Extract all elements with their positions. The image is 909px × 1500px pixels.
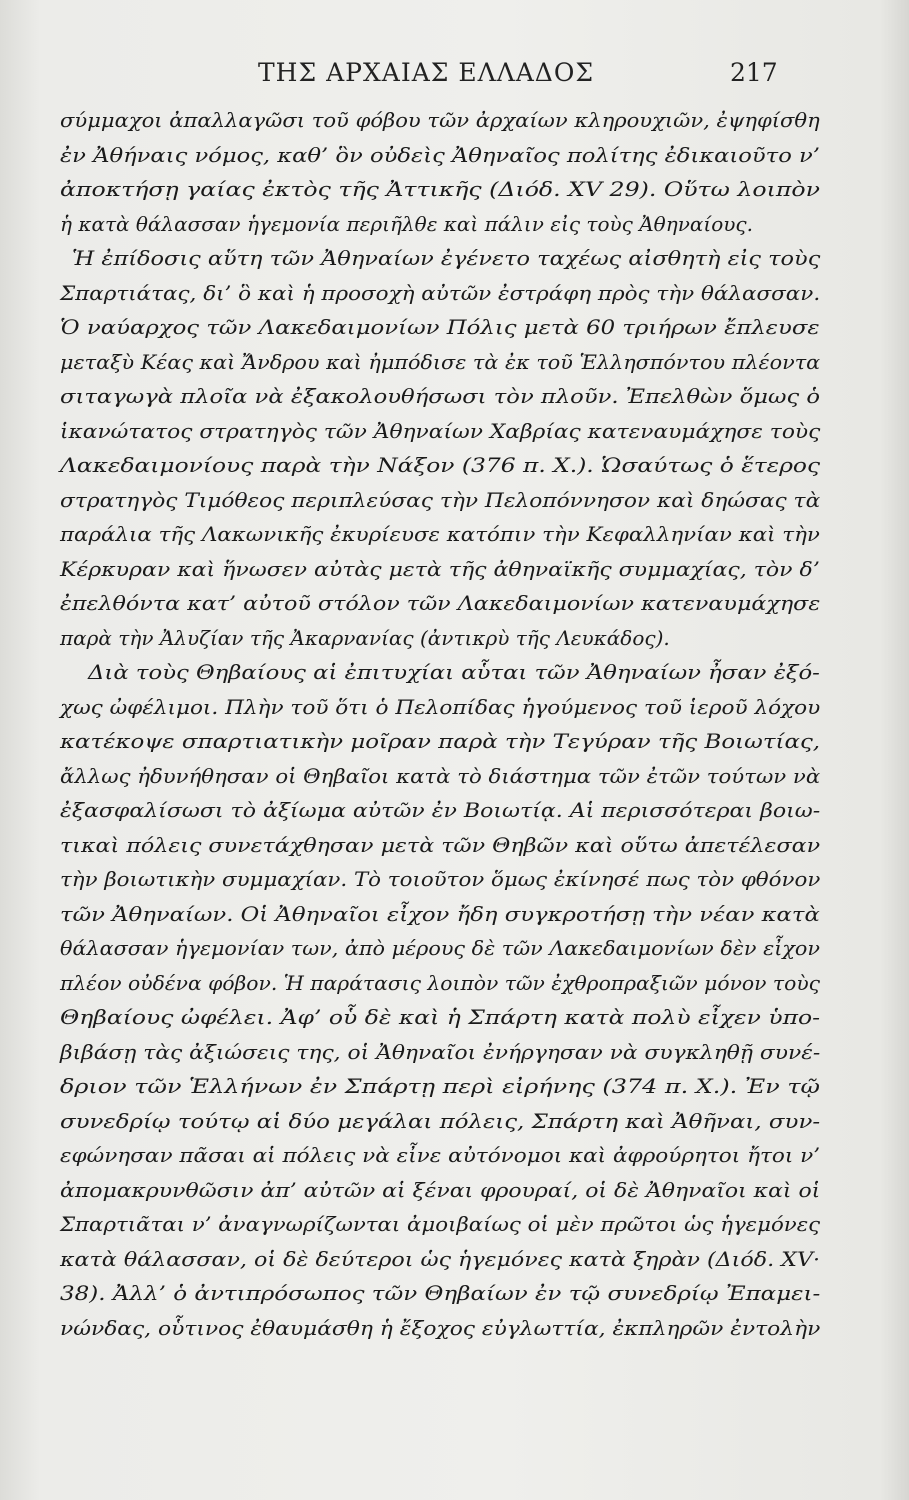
text-line: μεταξὺ Κέας καὶ Ἄνδρου καὶ ἠμπόδισε τὰ ἐκ τοῦ Ἑλλησπόντου πλέοντα bbox=[60, 349, 821, 374]
text-line: ἐξασφαλίσωσι τὸ ἀξίωμα αὐτῶν ἐν Βοιωτίᾳ. Αἱ περισσότεραι βοιω- bbox=[60, 798, 821, 822]
text-line: παράλια τῆς Λακωνικῆς ἐκυρίευσε κατόπιν τὴν Κεφαλληνίαν καὶ τὴν bbox=[60, 522, 820, 546]
text-line: τὴν βοιωτικὴν συμμαχίαν. Τὸ τοιοῦτον ὅμως ἐκίνησέ πως τὸν φθόνον bbox=[60, 867, 821, 891]
text-line: στρατηγὸς Τιμόθεος περιπλεύσας τὴν Πελοπόννησον καὶ δηώσας τὰ bbox=[60, 487, 821, 512]
text-line: σιταγωγὰ πλοῖα νὰ ἐξακολουθήσωσι τὸν πλοῦν. Ἐπελθὼν ὅμως ὁ bbox=[60, 384, 821, 408]
text-line: ἱκανώτατος στρατηγὸς τῶν Ἀθηναίων Χαβρίας κατεναυμάχησε τοὺς bbox=[60, 418, 821, 443]
text-line: κατὰ θάλασσαν, οἱ δὲ δεύτεροι ὡς ἡγεμόνες κατὰ ξηρὰν (Διόδ. XV· bbox=[60, 1246, 821, 1271]
text-line: Λακεδαιμονίους παρὰ τὴν Νάξον (376 π. Χ.). Ὡσαύτως ὁ ἕτερος bbox=[60, 453, 821, 477]
page-number: 217 bbox=[730, 58, 778, 87]
text-line: Σπαρτιᾶται ν’ ἀναγνωρίζωνται ἀμοιβαίως οἱ μὲν πρῶτοι ὡς ἡγεμόνες bbox=[60, 1212, 821, 1236]
text-line: νώνδας, οὗτινος ἐθαυμάσθη ἡ ἔξοχος εὐγλωττία, ἐκπληρῶν ἐντολὴν bbox=[60, 1315, 821, 1340]
text-line: Κέρκυραν καὶ ἥνωσεν αὐτὰς μετὰ τῆς ἀθηναϊκῆς συμμαχίας, τὸν δ’ bbox=[60, 556, 820, 581]
text-line: Ἡ ἐπίδοσις αὕτη τῶν Ἀθηναίων ἐγένετο ταχέως αἰσθητὴ εἰς τοὺς bbox=[72, 246, 821, 270]
text-line: ἡ κατὰ θάλασσαν ἡγεμονία περιῆλθε καὶ πάλιν εἰς τοὺς Ἀθηναίους. bbox=[60, 211, 753, 236]
text-line: παρὰ τὴν Ἀλυζίαν τῆς Ἀκαρνανίας (ἀντικρὺ τῆς Λευκάδος). bbox=[60, 625, 670, 650]
text-line: βιβάσῃ τὰς ἀξιώσεις της, οἱ Ἀθηναῖοι ἐνήργησαν νὰ συγκληθῇ συνέ- bbox=[60, 1039, 821, 1064]
text-line: κατέκοψε σπαρτιατικὴν μοῖραν παρὰ τὴν Τεγύραν τῆς Βοιωτίας, bbox=[60, 729, 821, 753]
text-line: 38). Ἀλλ’ ὁ ἀντιπρόσωπος τῶν Θηβαίων ἐν τῷ συνεδρίῳ Ἐπαμει- bbox=[60, 1281, 821, 1305]
text-line: συνεδρίῳ τούτῳ αἱ δύο μεγάλαι πόλεις, Σπάρτη καὶ Ἀθῆναι, συν- bbox=[60, 1108, 821, 1133]
text-line: δριον τῶν Ἑλλήνων ἐν Σπάρτῃ περὶ εἰρήνης (374 π. Χ.). Ἐν τῷ bbox=[60, 1074, 821, 1098]
text-line: ἄλλως ἠδυνήθησαν οἱ Θηβαῖοι κατὰ τὸ διάστημα τῶν ἐτῶν τούτων νὰ bbox=[60, 763, 821, 788]
text-line: Ὁ ναύαρχος τῶν Λακεδαιμονίων Πόλις μετὰ 60 τριήρων ἔπλευσε bbox=[60, 315, 820, 339]
text-line: τῶν Ἀθηναίων. Οἱ Ἀθηναῖοι εἶχον ἤδη συγκροτήσῃ τὴν νέαν κατὰ bbox=[60, 901, 820, 926]
text-line: τικαὶ πόλεις συνετάχθησαν μετὰ τῶν Θηβῶν καὶ οὕτω ἀπετέλεσαν bbox=[60, 832, 821, 857]
text-line: Θηβαίους ὠφέλει. Ἀφ’ οὗ δὲ καὶ ἡ Σπάρτη κατὰ πολὺ εἶχεν ὑπο- bbox=[60, 1005, 821, 1029]
text-line: θάλασσαν ἡγεμονίαν των, ἀπὸ μέρους δὲ τῶν Λακεδαιμονίων δὲν εἶχον bbox=[60, 936, 820, 960]
text-line: χως ὠφέλιμοι. Πλὴν τοῦ ὅτι ὁ Πελοπίδας ἡγούμενος τοῦ ἱεροῦ λόχου bbox=[60, 694, 821, 719]
text-line: ἀποκτήσῃ γαίας ἐκτὸς τῆς Ἀττικῆς (Διόδ. XV 29). Οὕτω λοιπὸν bbox=[60, 177, 820, 201]
running-title: ΤΗΣ ΑΡΧΑΙΑΣ ΕΛΛΑΔΟΣ bbox=[258, 58, 595, 87]
text-line: Σπαρτιάτας, δι’ ὃ καὶ ἡ προσοχὴ αὐτῶν ἐστράφη πρὸς τὴν θάλασσαν. bbox=[60, 280, 821, 305]
text-line: εφώνησαν πᾶσαι αἱ πόλεις νὰ εἶνε αὐτόνομοι καὶ ἀφρούρητοι ἤτοι ν’ bbox=[60, 1143, 821, 1167]
text-line: Διὰ τοὺς Θηβαίους αἱ ἐπιτυχίαι αὗται τῶν Ἀθηναίων ἦσαν ἐξό- bbox=[88, 660, 820, 684]
text-line: σύμμαχοι ἀπαλλαγῶσι τοῦ φόβου τῶν ἀρχαίων κληρουχιῶν, ἐψηφίσθη bbox=[60, 108, 820, 132]
text-line: ἐπελθόντα κατ’ αὐτοῦ στόλον τῶν Λακεδαιμονίων κατεναυμάχησε bbox=[60, 591, 821, 615]
text-line: πλέον οὐδένα φόβον. Ἡ παράτασις λοιπὸν τῶν ἐχθροπραξιῶν μόνον τοὺς bbox=[60, 970, 821, 995]
running-header bbox=[0, 58, 909, 98]
text-line: ἐν Ἀθήναις νόμος, καθ’ ὃν οὐδεὶς Ἀθηναῖος πολίτης ἐδικαιοῦτο ν’ bbox=[60, 142, 821, 167]
text-line: ἀπομακρυνθῶσιν ἀπ’ αὐτῶν αἱ ξέναι φρουραί, οἱ δὲ Ἀθηναῖοι καὶ οἱ bbox=[60, 1177, 821, 1202]
